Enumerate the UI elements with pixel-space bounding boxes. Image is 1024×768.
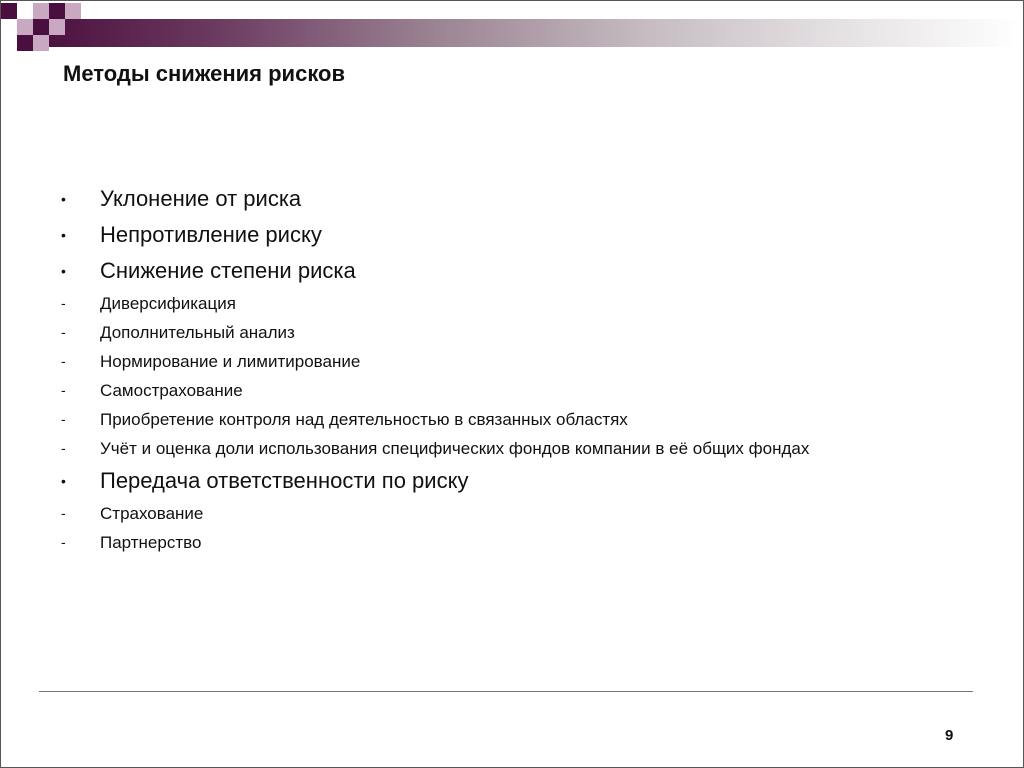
sub-bullet-item — [61, 499, 1001, 528]
decoration-square — [65, 3, 81, 19]
bullet-text: Партнерство — [100, 533, 202, 552]
dash-marker-icon: - — [61, 324, 66, 340]
bullet-text: Снижение степени риска — [100, 258, 356, 283]
sub-bullet-item — [61, 347, 1001, 376]
dash-marker-icon: - — [61, 382, 66, 398]
dash-marker-icon: - — [61, 295, 66, 311]
decoration-square — [1, 3, 17, 19]
bullet-text: Самострахование — [100, 381, 243, 400]
footer-divider — [39, 691, 973, 692]
bullet-item — [61, 253, 1001, 289]
sub-bullet-item — [61, 405, 1001, 434]
sub-bullet-item — [61, 376, 1001, 405]
bullet-item — [61, 181, 1001, 217]
bullet-text: Непротивление риску — [100, 222, 322, 247]
dash-marker-icon: - — [61, 505, 66, 521]
decoration-square — [49, 3, 65, 19]
decoration-square — [33, 19, 49, 35]
slide-title: Методы снижения рисков — [63, 61, 346, 86]
decoration-square — [17, 35, 33, 51]
decoration-square — [33, 35, 49, 51]
bullet-text: Диверсификация — [100, 294, 236, 313]
page-number: 9 — [945, 727, 954, 744]
bullet-item — [61, 463, 1001, 499]
header-gradient-bar — [37, 19, 1021, 47]
sub-bullet-item — [61, 318, 1001, 347]
dash-marker-icon: - — [61, 534, 66, 550]
dash-marker-icon: - — [61, 440, 66, 456]
dash-marker-icon: - — [61, 411, 66, 427]
decoration-square — [33, 3, 49, 19]
bullet-text: Приобретение контроля над деятельностью в связанных областях — [100, 410, 628, 429]
sub-bullet-item — [61, 434, 1001, 463]
sub-bullet-item — [61, 289, 1001, 318]
sub-bullet-item — [61, 528, 1001, 557]
bullet-text: Уклонение от риска — [100, 186, 302, 211]
bullet-text: Передача ответственности по риску — [100, 468, 469, 493]
bullet-dot-icon: • — [61, 263, 66, 279]
bullet-list — [61, 181, 1001, 557]
decoration-square — [49, 19, 65, 35]
bullet-dot-icon: • — [61, 473, 66, 489]
bullet-dot-icon: • — [61, 227, 66, 243]
bullet-text: Дополнительный анализ — [100, 323, 295, 342]
decoration-square — [17, 19, 33, 35]
dash-marker-icon: - — [61, 353, 66, 369]
bullet-dot-icon: • — [61, 191, 66, 207]
bullet-text: Страхование — [100, 504, 204, 523]
bullet-text: Учёт и оценка доли использования специфических фондов компании в её общих фондах — [100, 439, 810, 458]
bullet-item — [61, 217, 1001, 253]
bullet-text: Нормирование и лимитирование — [100, 352, 361, 371]
